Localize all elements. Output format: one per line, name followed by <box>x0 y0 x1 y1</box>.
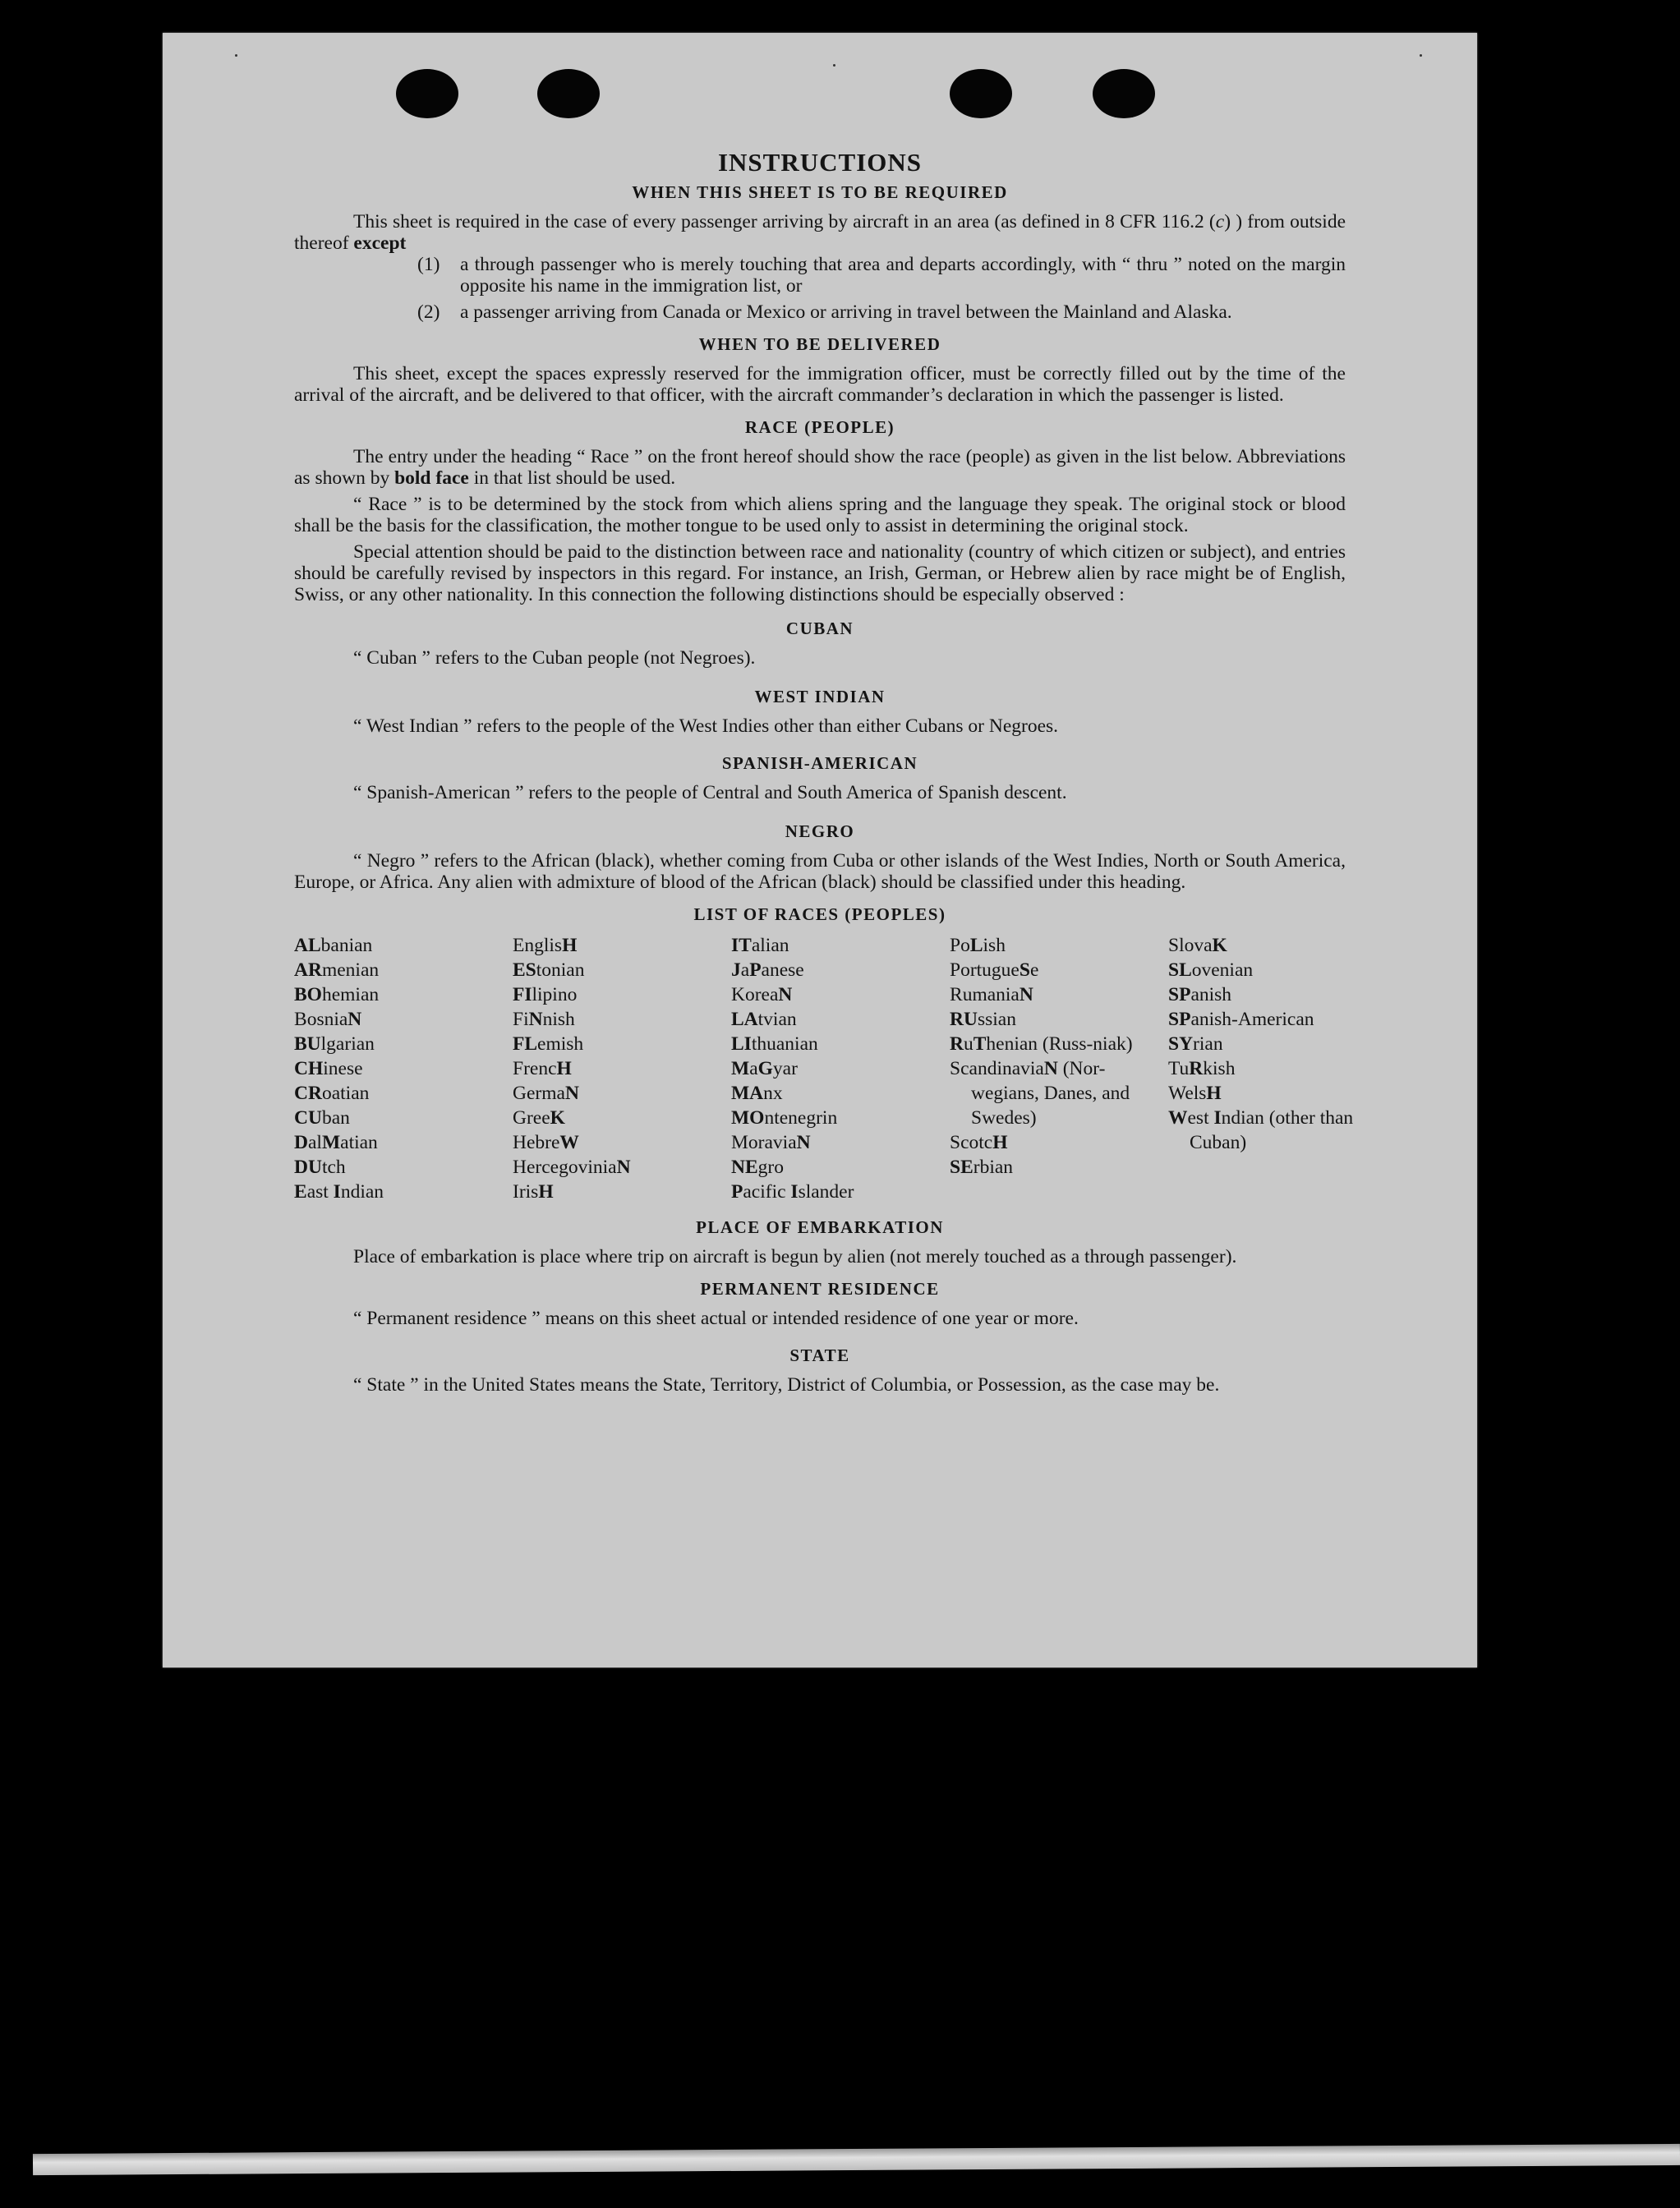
race-entry: ScotcH <box>950 1132 1008 1153</box>
race-entry: BOhemian <box>294 984 380 1005</box>
heading-west-indian: WEST INDIAN <box>754 687 886 706</box>
required-item: (1) a through passenger who is merely touching that area and departs accordingly, with “ thru ” noted on the margin opposite his name in the immigration list, or <box>417 254 1346 297</box>
race-entry: ARmenian <box>294 959 380 981</box>
race-entry: HercegoviniaN <box>513 1157 631 1178</box>
race-entry: DalMatian <box>294 1132 378 1153</box>
required-item: (2) a passenger arriving from Canada or Mexico or arriving in travel between the Mainland and Alaska. <box>417 301 1232 323</box>
residence-text: “ Permanent residence ” means on this sheet actual or intended residence of one year or more. <box>353 1308 1079 1329</box>
heading-list-of-races: LIST OF RACES (PEOPLES) <box>693 904 946 924</box>
race-entry: SErbian <box>950 1157 1014 1178</box>
document-sheet <box>163 33 1477 1668</box>
race-entry: MoraviaN <box>731 1132 811 1153</box>
cuban-text: “ Cuban ” refers to the Cuban people (not Negroes). <box>353 647 756 669</box>
race-entry: TuRkish <box>1168 1058 1236 1079</box>
punch-hole <box>537 69 600 118</box>
race-entry: FrencH <box>513 1058 572 1079</box>
heading-residence: PERMANENT RESIDENCE <box>700 1279 940 1299</box>
embarkation-text: Place of embarkation is place where trip on aircraft is begun by alien (not merely touched as a through passenger). <box>353 1246 1237 1267</box>
heading-negro: NEGRO <box>785 821 855 841</box>
race-paragraph-3: Special attention should be paid to the distinction between race and nationality (country of which citizen or subject), and entries should be carefully revised by inspectors in this regard. For instance, an Irish, German, or Hebrew alien by race might be of English, Swiss, or any other nationality. In this connection the following distinctions should be especially observed : <box>294 541 1346 605</box>
punch-hole <box>396 69 458 118</box>
races-column <box>513 933 731 1204</box>
race-entry: RuThenian (Russ-niak) <box>950 1033 1133 1055</box>
race-entry: ALbanian <box>294 935 373 956</box>
race-entry: EStonian <box>513 959 585 981</box>
races-list <box>294 933 1354 1204</box>
scan-speck <box>235 54 237 57</box>
race-entry: SYrian <box>1168 1033 1223 1055</box>
race-entry: SPanish-American <box>1168 1009 1314 1030</box>
races-column <box>731 933 950 1204</box>
spanish-american-text: “ Spanish-American ” refers to the people of Central and South America of Spanish descent. <box>353 782 1067 803</box>
race-entry: SPanish <box>1168 984 1232 1005</box>
race-entry: LAtvian <box>731 1009 797 1030</box>
west-indian-text: “ West Indian ” refers to the people of the West Indies other than either Cubans or Negroes. <box>353 715 1059 737</box>
race-entry: PoLish <box>950 935 1006 956</box>
negro-text: “ Negro ” refers to the African (black), whether coming from Cuba or other islands of the West Indies, North or South America, Europe, or Africa. Any alien with admixture of blood of the African (black) should be classified under this heading. <box>294 850 1346 893</box>
race-entry: BUlgarian <box>294 1033 375 1055</box>
race-entry: FLemish <box>513 1033 584 1055</box>
race-entry: FIlipino <box>513 984 578 1005</box>
race-entry: WelsH <box>1168 1083 1222 1104</box>
race-entry: SLovenian <box>1168 959 1254 981</box>
race-entry: East Indian <box>294 1181 384 1203</box>
race-entry: FiNnish <box>513 1009 575 1030</box>
race-entry: SlovaK <box>1168 935 1227 956</box>
race-entry: RumaniaN <box>950 984 1033 1005</box>
race-entry: Pacific Islander <box>731 1181 854 1203</box>
instructions-content <box>294 148 1354 1396</box>
race-entry: GermaN <box>513 1083 579 1104</box>
heading-delivered: WHEN TO BE DELIVERED <box>698 334 941 354</box>
races-column <box>950 933 1168 1204</box>
heading-required: WHEN THIS SHEET IS TO BE REQUIRED <box>632 182 1008 202</box>
race-entry: CHinese <box>294 1058 363 1079</box>
race-entry: ScandinaviaN (Nor-wegians, Danes, and Swedes) <box>950 1058 1130 1129</box>
race-entry: ITalian <box>731 935 789 956</box>
heading-race: RACE (PEOPLE) <box>744 417 895 437</box>
heading-state: STATE <box>789 1346 850 1365</box>
race-entry: BosniaN <box>294 1009 362 1030</box>
race-entry: CRoatian <box>294 1083 370 1104</box>
race-entry: MAnx <box>731 1083 783 1104</box>
race-entry: MOntenegrin <box>731 1107 838 1129</box>
race-entry: GreeK <box>513 1107 565 1129</box>
scan-speck <box>833 64 835 67</box>
page-title: INSTRUCTIONS <box>717 148 922 177</box>
scan-speck <box>1420 54 1422 57</box>
race-entry: CUban <box>294 1107 350 1129</box>
race-paragraph-2: “ Race ” is to be determined by the stock from which aliens spring and the language they speak. The original stock or blood shall be the basis for the classification, the mother tongue to be used only to assist in determining the original stock. <box>294 494 1346 536</box>
race-entry: JaPanese <box>731 959 804 981</box>
race-entry: RUssian <box>950 1009 1016 1030</box>
state-text: “ State ” in the United States means the State, Territory, District of Columbia, or Possession, as the case may be. <box>353 1374 1220 1396</box>
race-entry: KoreaN <box>731 984 793 1005</box>
heading-cuban: CUBAN <box>785 619 854 638</box>
race-entry: EnglisH <box>513 935 578 956</box>
scan-edge-strip <box>33 2144 1680 2175</box>
required-intro: This sheet is required in the case of every passenger arriving by aircraft in an area (as defined in 8 CFR 116.2 (c) ) from outside thereof except <box>294 211 1346 254</box>
delivered-text: This sheet, except the spaces expressly reserved for the immigration officer, must be correctly filled out by the time of the arrival of the aircraft, and be delivered to that officer, with the aircraft commander’s declaration in which the passenger is listed. <box>294 363 1346 406</box>
race-entry: MaGyar <box>731 1058 798 1079</box>
races-column <box>294 933 513 1204</box>
race-paragraph-1: The entry under the heading “ Race ” on the front hereof should show the race (people) as given in the list below. Abbreviations as shown by bold face in that list should be used. <box>294 446 1346 489</box>
race-entry: LIthuanian <box>731 1033 818 1055</box>
race-entry: NEgro <box>731 1157 784 1178</box>
heading-spanish-american: SPANISH-AMERICAN <box>721 753 918 773</box>
race-entry: PortugueSe <box>950 959 1039 981</box>
race-entry: West Indian (other than Cuban) <box>1168 1107 1354 1153</box>
punch-hole <box>950 69 1012 118</box>
race-entry: DUtch <box>294 1157 346 1178</box>
punch-hole <box>1093 69 1155 118</box>
race-entry: IrisH <box>513 1181 554 1203</box>
races-column <box>1168 933 1387 1204</box>
race-entry: HebreW <box>513 1132 579 1153</box>
heading-embarkation: PLACE OF EMBARKATION <box>696 1217 944 1237</box>
